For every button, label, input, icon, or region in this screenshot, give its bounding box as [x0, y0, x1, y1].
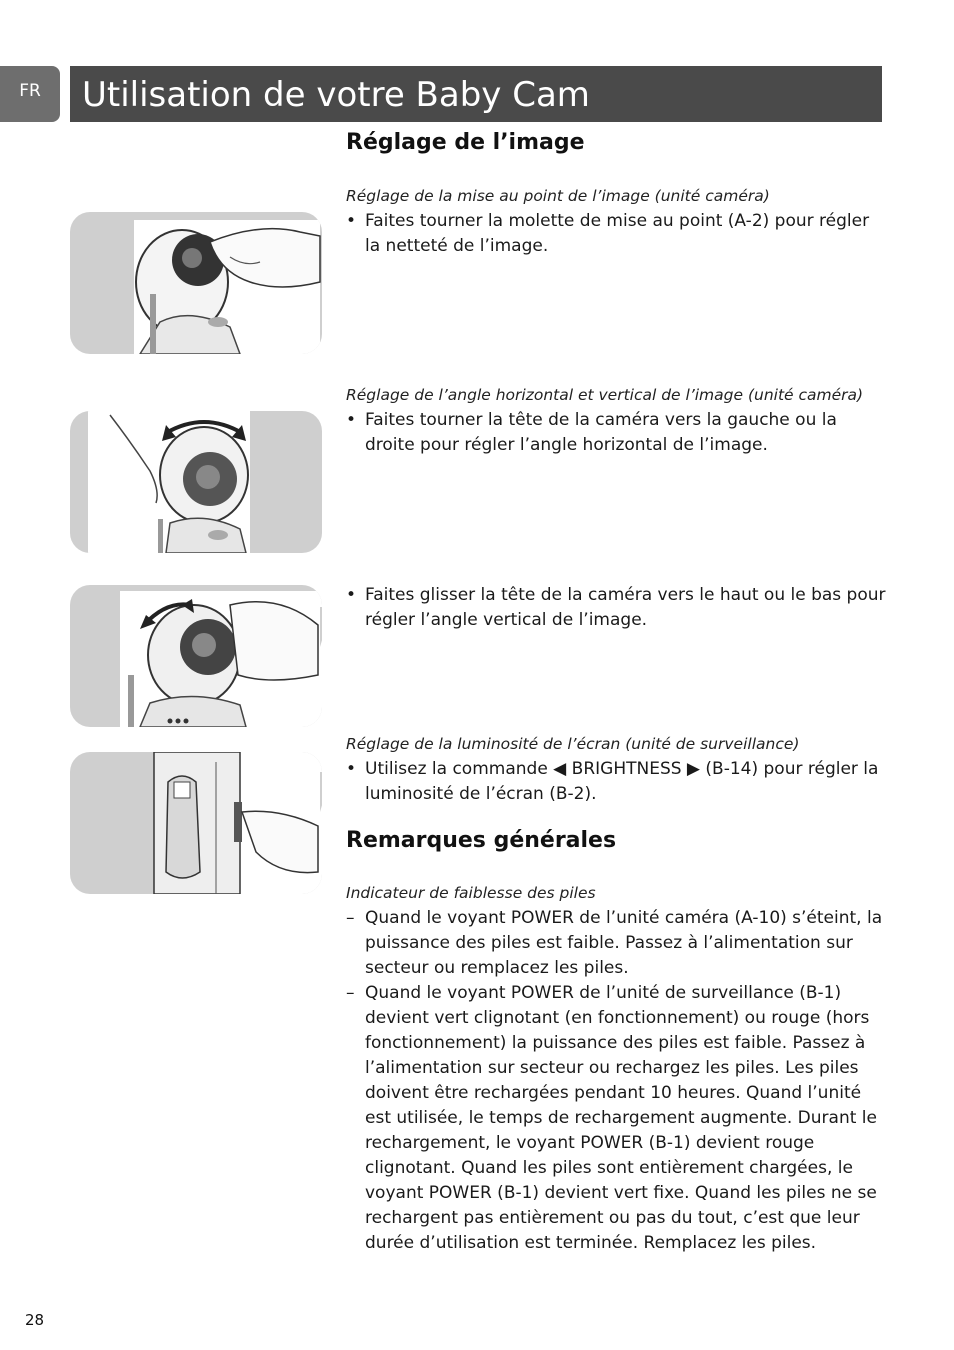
heading-image-adjustment: Réglage de l’image [346, 130, 585, 155]
dash-item-camera-text: Quand le voyant POWER de l’unité caméra (A-10) s’éteint, la puissance des piles est faible. Passez à l’alimentation sur secteur ou remplacez les piles. [365, 908, 883, 978]
subtitle-battery: Indicateur de faiblesse des piles [346, 884, 596, 902]
bullet-focus-text: Faites tourner la molette de mise au point (A-2) pour régler la netteté de l’image. [365, 211, 870, 256]
language-tab: FR [0, 66, 60, 122]
bullet-horizontal-text: Faites tourner la tête de la caméra vers la gauche ou la droite pour régler l’angle horizontal de l’image. [365, 410, 837, 455]
subtitle-angle: Réglage de l’angle horizontal et vertical de l’image (unité caméra) [346, 386, 864, 404]
bullet-focus [346, 209, 886, 259]
horizontal-rotation-illustration [70, 411, 322, 553]
dash-item-monitor-text: Quand le voyant POWER de l’unité de surveillance (B-1) devient vert clignotant (en fonctionnement) ou rouge (hors fonctionnement) la puissance des piles est faible. Passez à l’alimentation sur secteur ou rechargez les piles. Les piles doivent être rechargées pendant 10 heures. Quand l’unité est utilisée, le temps de rechargement augmente. Durant le rechargement, le voyant POWER (B-1) devient rouge clignotant. Quand les piles sont entièrement chargées, le voyant POWER (B-1) devient vert fixe. Quand les piles ne se rechargent pas entièrement ou pas du tout, c’est que leur durée d’utilisation est terminée. Remplacez les piles. [365, 983, 877, 1253]
dash-mark: – [346, 983, 355, 1003]
dash-item-camera-power [346, 906, 886, 981]
bullet-mark: • [346, 585, 357, 605]
dash-item-monitor-power [346, 981, 886, 1256]
vertical-tilt-illustration [70, 585, 322, 727]
bullet-horizontal-angle [346, 408, 886, 458]
page-title: Utilisation de votre Baby Cam [70, 66, 882, 122]
dash-mark: – [346, 908, 355, 928]
focus-illustration [70, 212, 322, 354]
bullet-vertical-angle [346, 583, 886, 633]
bullet-brightness [346, 757, 886, 807]
page-number: 28 [25, 1311, 45, 1329]
bullet-brightness-text: Utilisez la commande ◀ BRIGHTNESS ▶ (B-14) pour régler la luminosité de l’écran (B-2). [365, 759, 879, 804]
bullet-mark: • [346, 410, 357, 430]
subtitle-brightness: Réglage de la luminosité de l’écran (unité de surveillance) [346, 735, 800, 753]
brightness-illustration [70, 752, 322, 894]
bullet-mark: • [346, 759, 357, 779]
bullet-mark: • [346, 211, 357, 231]
subtitle-focus: Réglage de la mise au point de l’image (unité caméra) [346, 187, 770, 205]
heading-general-remarks: Remarques générales [346, 828, 617, 853]
bullet-vertical-text: Faites glisser la tête de la caméra vers le haut ou le bas pour régler l’angle vertical de l’image. [365, 585, 886, 630]
